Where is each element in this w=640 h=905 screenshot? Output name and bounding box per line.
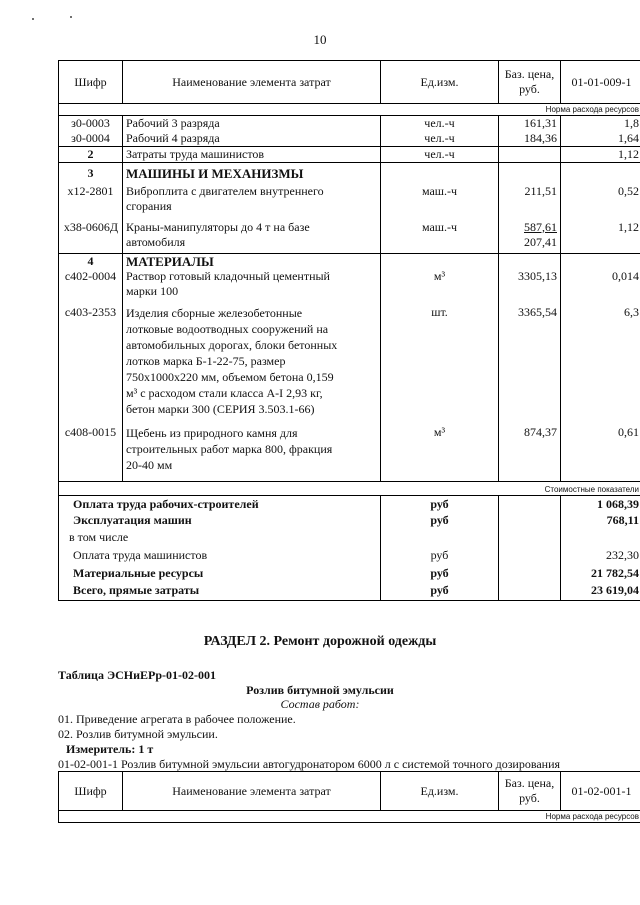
header-unit: Ед.изм. [381,61,499,104]
header-norm-code: 01-01-009-1 [561,61,640,104]
header-code: Шифр [59,61,123,104]
total-row: Оплата труда машинистов руб 232,30 [59,548,640,566]
table-name: Таблица ЭСНиЕРр-01-02-001 [58,668,217,682]
header-name: Наименование элемента затрат [123,772,381,811]
table-row: з0-0004 Рабочий 4 разряда чел.-ч 184,36 1,64 [59,131,640,147]
work-item: 01. Приведение агрегата в рабочее положение. [58,712,296,726]
header-norm-code: 01-02-001-1 [561,772,640,811]
table-header-row [59,61,640,104]
work-item: 02. Розлив битумной эмульсии. [58,727,218,741]
total-row: в том числе [59,530,640,548]
resource-table-1 [58,60,640,601]
header-price: Баз. цена, руб. [499,772,561,811]
table-header-row [59,772,640,811]
table-row: х12-2801 Виброплита с двигателем внутреннего сгорания маш.-ч 211,51 0,52 [59,184,640,220]
section-row-machines: 3 МАШИНЫ И МЕХАНИЗМЫ [59,163,640,184]
norm-label-row [59,104,640,116]
header-price: Баз. цена, руб. [499,61,561,104]
header-name: Наименование элемента затрат [123,61,381,104]
cost-label: Стоимостные показатели [59,481,640,495]
table-row: з0-0003 Рабочий 3 разряда чел.-ч 161,31 1,8 [59,116,640,132]
table-row: с408-0015 Щебень из природного камня для строительных работ марка 800, фракция 20-40 мм м³ 874,37 0,61 [59,425,640,481]
total-row: Эксплуатация машин руб 768,11 [59,513,640,530]
table-row: с402-0004 Раствор готовый кладочный цементный марки 100 м³ 3305,13 0,014 [59,269,640,305]
table-subtitle: Розлив битумной эмульсии [246,683,394,697]
norm-description: 01-02-001-1 Розлив битумной эмульсии автогудронатором 6000 л с системой точного дозирования [58,757,561,771]
cost-label-row [59,481,640,495]
norm-label-row [59,811,640,823]
composition-label: Состав работ: [280,697,360,711]
table-row: х38-0606Д Краны-манипуляторы до 4 т на базе автомобиля маш.-ч 587,61 207,41 1,12 [59,220,640,254]
norm-label: Норма расхода ресурсов [59,811,640,823]
section-row-materials: 4 МАТЕРИАЛЫ [59,254,640,270]
header-code: Шифр [59,772,123,811]
norm-label: Норма расхода ресурсов [59,104,640,116]
resource-table-2 [58,771,640,823]
total-row: Оплата труда рабочих-строителей руб 1 068,39 [59,495,640,513]
header-unit: Ед.изм. [381,772,499,811]
scan-specks [30,14,90,24]
total-row: Материальные ресурсы руб 21 782,54 [59,566,640,583]
table-row: с403-2353 Изделия сборные железобетонные лотковые водоотводных сооружений на автомобильных дорогах, блоки бетонных лотков марка Б-1-22-75, размер 750х1000х220 мм, объемом бетона 0,159 м³ с расходом стали класса А-I 2,93 кг, бетон марки 300 (СЕРИЯ 3.503.1-66) шт. 3365,54 6,3 [59,305,640,425]
total-row: Всего, прямые затраты руб 23 619,04 [59,583,640,600]
page-number: 10 [313,32,327,47]
section-title: РАЗДЕЛ 2. Ремонт дорожной одежды [203,634,437,649]
measure: Измеритель: 1 т [66,742,154,756]
table-row: 2 Затраты труда машинистов чел.-ч 1,12 [59,147,640,163]
